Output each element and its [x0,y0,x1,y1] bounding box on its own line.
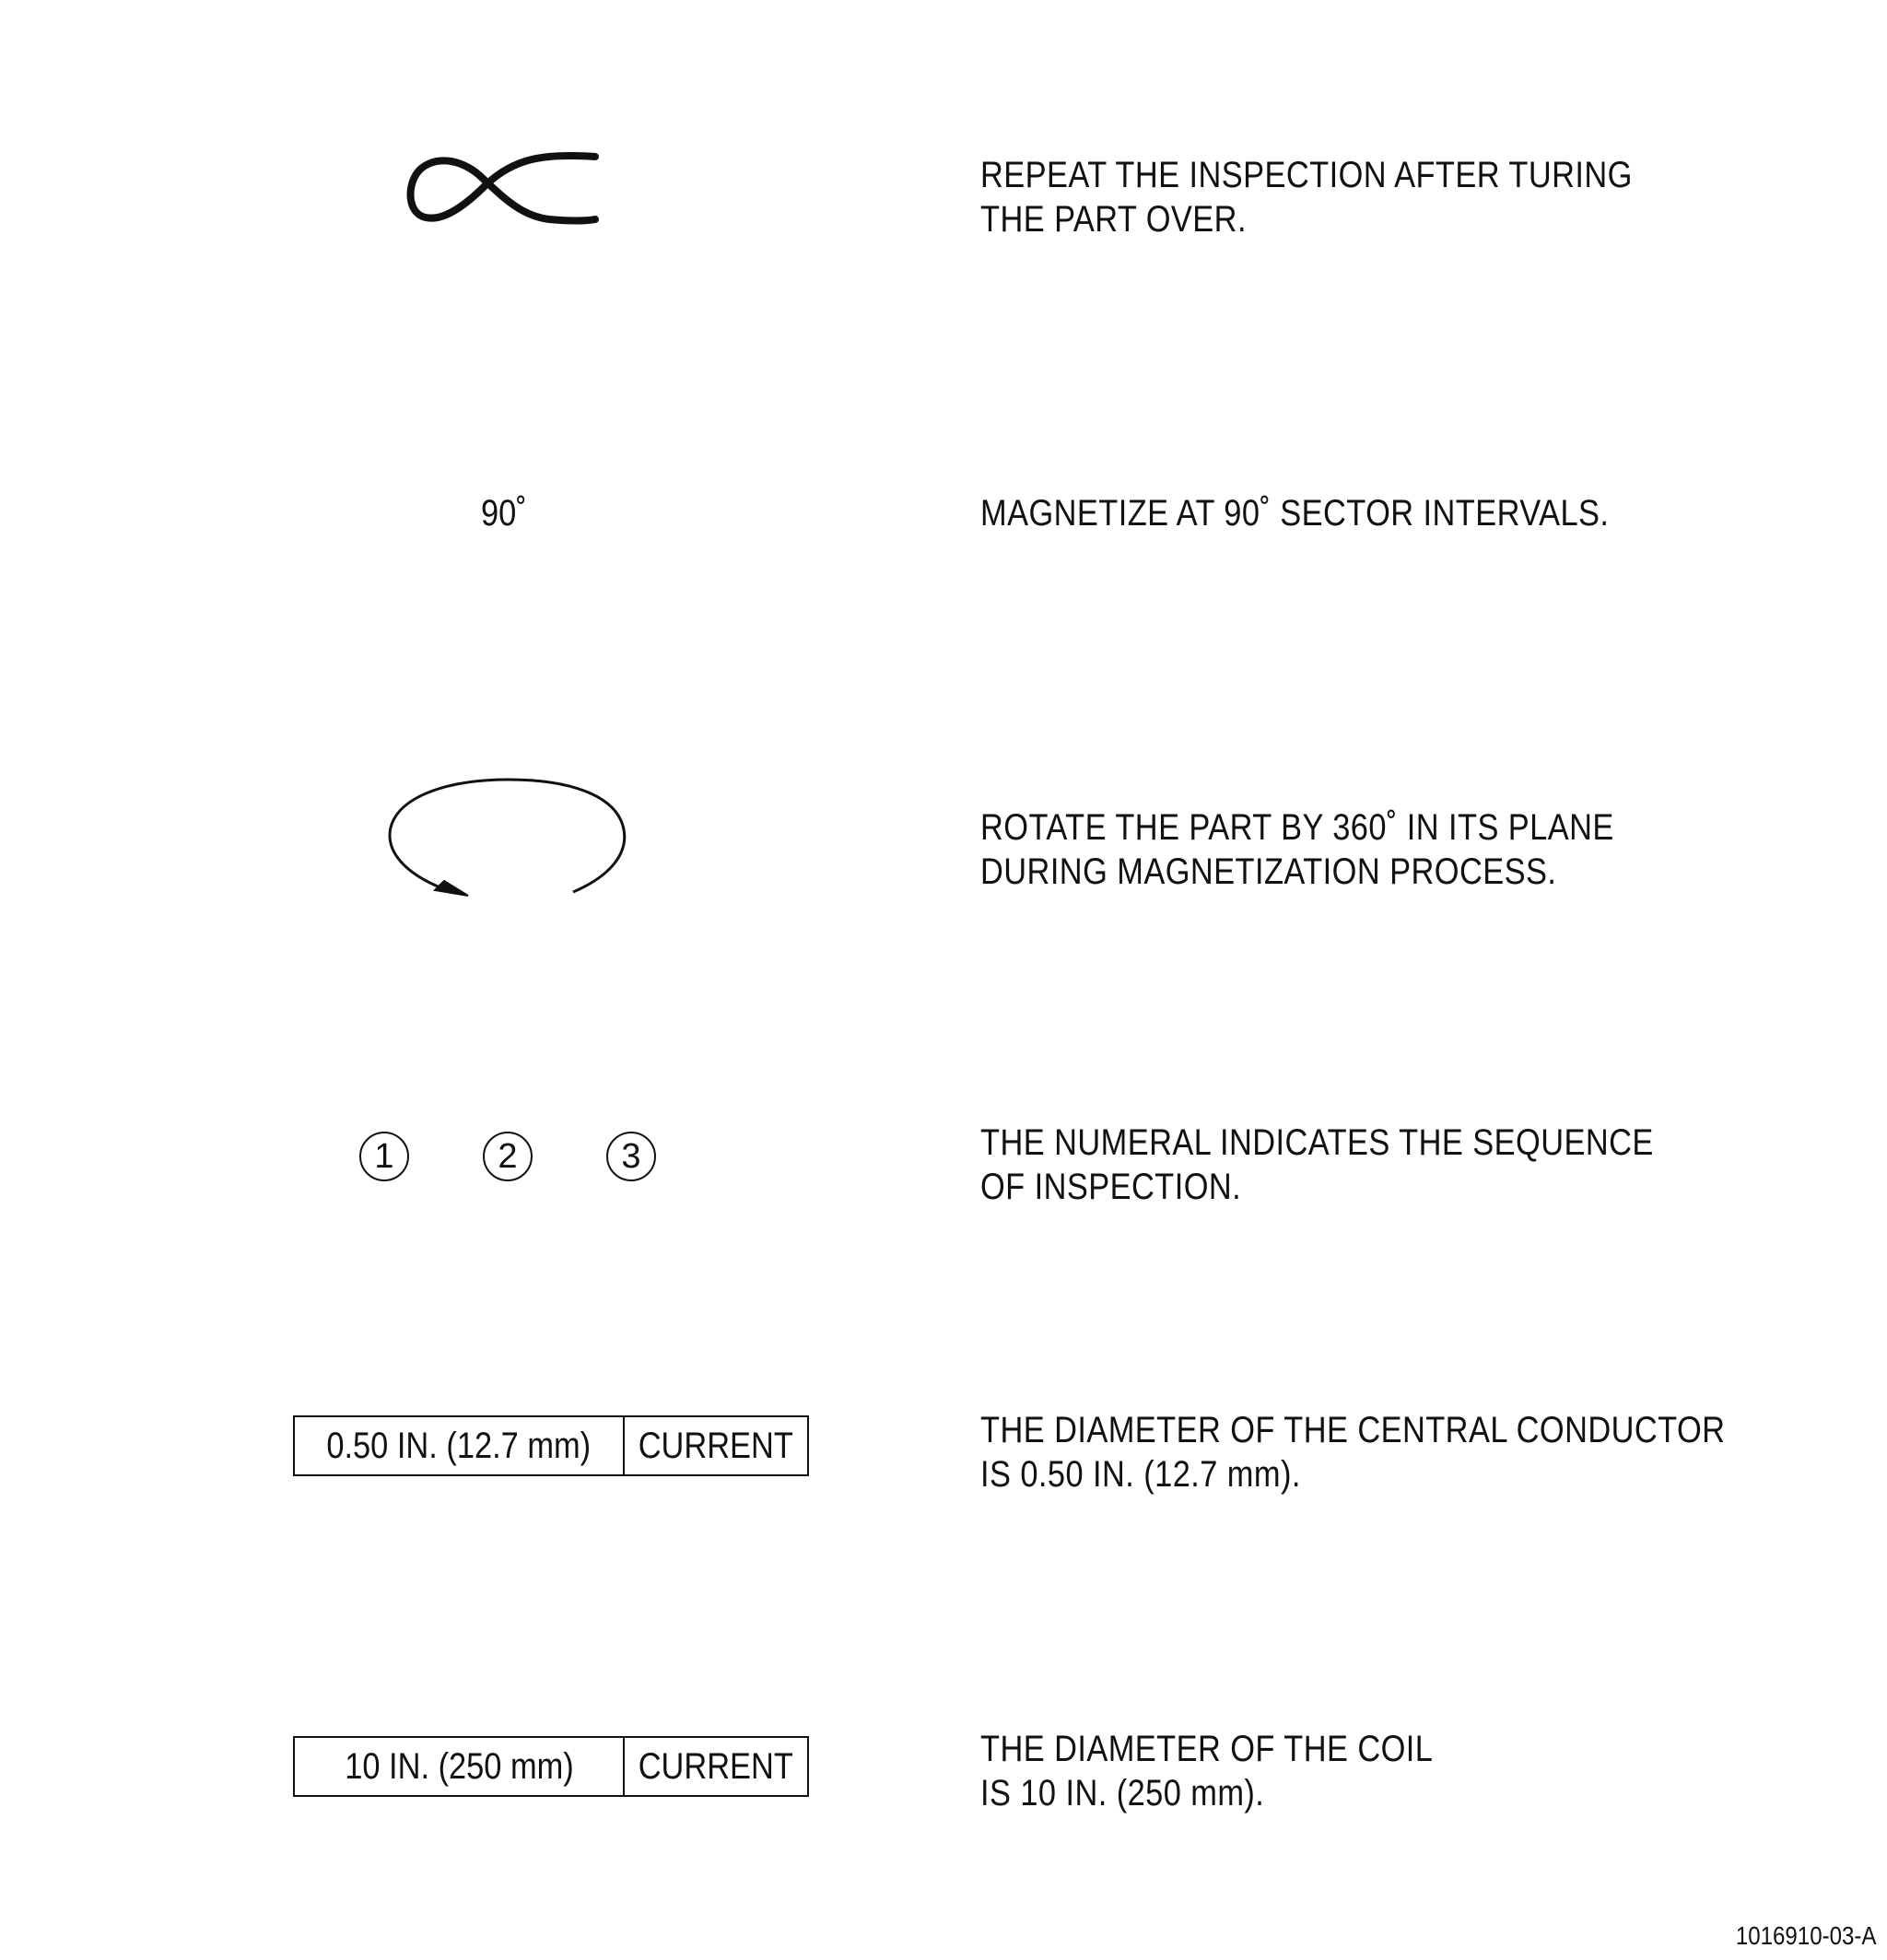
description-line: MAGNETIZE AT 90˚ SECTOR INTERVALS. [980,493,1610,534]
sequence-numeral-3: 3 [606,1132,656,1181]
coil-diameter-cell: 10 IN. (250 mm) [295,1738,625,1795]
description-line: THE DIAMETER OF THE CENTRAL CONDUCTOR [980,1410,1726,1450]
description-line: THE PART OVER. [980,199,1247,240]
conductor-diameter-cell: 0.50 IN. (12.7 mm) [295,1417,625,1474]
rotate-description [980,805,1614,894]
sector-interval-description [980,491,1609,535]
description-line: OF INSPECTION. [980,1167,1242,1207]
turn-over-description [980,153,1633,241]
sequence-description [980,1121,1654,1209]
figure-id: 1016910-03-A [1735,1921,1876,1950]
turn-over-icon [405,147,608,230]
coil-description [980,1727,1433,1815]
current-cell: CURRENT [638,1746,794,1787]
central-conductor-box [293,1415,809,1476]
description-line: ROTATE THE PART BY 360˚ IN ITS PLANE [980,807,1614,848]
current-cell: CURRENT [638,1426,794,1466]
sequence-numeral-2: 2 [483,1132,533,1181]
sector-angle-symbol: 90˚ [481,493,527,534]
description-line: THE NUMERAL INDICATES THE SEQUENCE [980,1122,1654,1163]
rotate-360-icon [383,774,632,903]
description-line: REPEAT THE INSPECTION AFTER TURING [980,155,1633,195]
coil-box [293,1736,809,1797]
description-line: IS 0.50 IN. (12.7 mm). [980,1454,1301,1495]
description-line: DURING MAGNETIZATION PROCESS. [980,851,1557,892]
central-conductor-description [980,1408,1725,1496]
description-line: IS 10 IN. (250 mm). [980,1773,1265,1813]
description-line: THE DIAMETER OF THE COIL [980,1729,1434,1769]
sequence-numeral-1: 1 [359,1132,409,1181]
